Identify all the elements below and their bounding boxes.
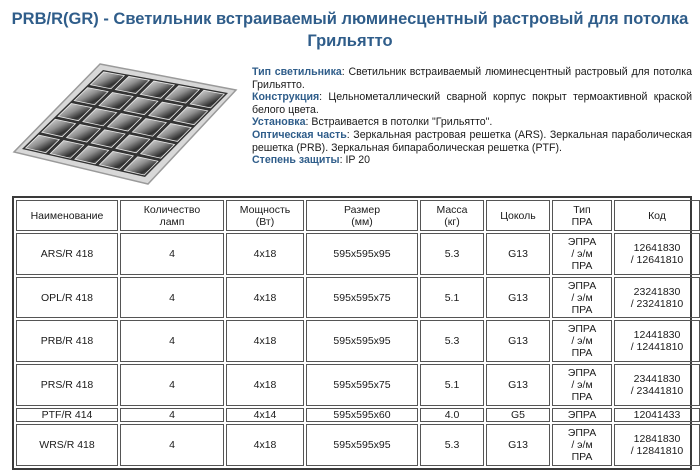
table-cell-code: 12841830 / 12841810	[614, 424, 700, 466]
column-header: Код	[614, 200, 700, 231]
table-cell-mass: 5.3	[420, 424, 484, 466]
table-row	[16, 408, 700, 423]
table-cell-mass: 4.0	[420, 408, 484, 423]
description	[252, 66, 692, 167]
table-cell-mass: 5.1	[420, 364, 484, 406]
table-cell-lamps: 4	[120, 364, 224, 406]
desc-type: Тип светильника: Светильник встраиваемый люминесцентный растровый для потолка Грильятто.	[252, 66, 692, 91]
table-cell-size: 595x595x95	[306, 233, 418, 275]
table-cell-pra: ЭПРА / э/м ПРА	[552, 364, 612, 406]
table-cell-power: 4x18	[226, 424, 304, 466]
table-cell-lamps: 4	[120, 320, 224, 362]
table-cell-size: 595x595x60	[306, 408, 418, 423]
table-cell-size: 595x595x75	[306, 277, 418, 319]
table-cell-socket: G13	[486, 364, 550, 406]
table-row	[16, 364, 700, 406]
table-cell-size: 595x595x95	[306, 320, 418, 362]
table-cell-lamps: 4	[120, 277, 224, 319]
table-cell-mass: 5.3	[420, 320, 484, 362]
table-cell-lamps: 4	[120, 233, 224, 275]
table-cell-name: PRB/R 418	[16, 320, 118, 362]
spec-table	[12, 196, 692, 470]
column-header: Масса (кг)	[420, 200, 484, 231]
table-row	[16, 320, 700, 362]
desc-optics: Оптическая часть: Зеркальная растровая решетка (ARS). Зеркальная параболическая решетка (PRB). Зеркальная бипараболическая решетка (PTF).	[252, 128, 693, 154]
table-cell-name: OPL/R 418	[16, 277, 118, 319]
desc-installation: Установка: Встраивается в потолки "Грильятто".	[252, 116, 493, 129]
table-cell-code: 12041433	[614, 408, 700, 423]
table-cell-socket: G13	[486, 320, 550, 362]
table-cell-code: 23241830 / 23241810	[614, 277, 700, 319]
table-cell-code: 12641830 / 12641810	[614, 233, 700, 275]
table-cell-power: 4x18	[226, 277, 304, 319]
table-cell-pra: ЭПРА / э/м ПРА	[552, 233, 612, 275]
table-row	[16, 233, 700, 275]
table-row	[16, 424, 700, 466]
table-cell-mass: 5.3	[420, 233, 484, 275]
table-cell-code: 12441830 / 12441810	[614, 320, 700, 362]
table-cell-size: 595x595x75	[306, 364, 418, 406]
table-cell-pra: ЭПРА / э/м ПРА	[552, 320, 612, 362]
table-cell-pra: ЭПРА / э/м ПРА	[552, 277, 612, 319]
table-cell-power: 4x18	[226, 364, 304, 406]
table-cell-code: 23441830 / 23441810	[614, 364, 700, 406]
column-header: Размер (мм)	[306, 200, 418, 231]
luminaire-photo	[12, 60, 238, 188]
table-cell-socket: G5	[486, 408, 550, 423]
desc-construction: Конструкция: Цельнометаллический сварной корпус покрыт термоактивной краской белого цвета.	[252, 91, 693, 116]
table-header-row	[16, 200, 700, 231]
page-title: PRB/R(GR) - Светильник встраиваемый люминесцентный растровый для потолка Грильятто	[11, 10, 689, 50]
table-cell-lamps: 4	[120, 424, 224, 466]
table-cell-socket: G13	[486, 277, 550, 319]
table-cell-name: WRS/R 418	[16, 424, 118, 466]
table-cell-lamps: 4	[120, 408, 224, 423]
table-cell-socket: G13	[486, 233, 550, 275]
column-header: Мощность (Вт)	[226, 200, 304, 231]
table-cell-power: 4x14	[226, 408, 304, 423]
table-cell-power: 4x18	[226, 233, 304, 275]
table-cell-pra: ЭПРА / э/м ПРА	[552, 424, 612, 466]
column-header: Цоколь	[486, 200, 550, 231]
table-cell-mass: 5.1	[420, 277, 484, 319]
desc-protection: Степень защиты: IP 20	[252, 154, 371, 167]
table-row	[16, 277, 700, 319]
table-cell-name: ARS/R 418	[16, 233, 118, 275]
table-cell-name: PRS/R 418	[16, 364, 118, 406]
table-cell-pra: ЭПРА	[552, 408, 612, 423]
column-header: Наименование	[16, 200, 118, 231]
table-cell-socket: G13	[486, 424, 550, 466]
table-cell-name: PTF/R 414	[16, 408, 118, 423]
column-header: Тип ПРА	[552, 200, 612, 231]
table-cell-power: 4x18	[226, 320, 304, 362]
column-header: Количество ламп	[120, 200, 224, 231]
table-cell-size: 595x595x95	[306, 424, 418, 466]
